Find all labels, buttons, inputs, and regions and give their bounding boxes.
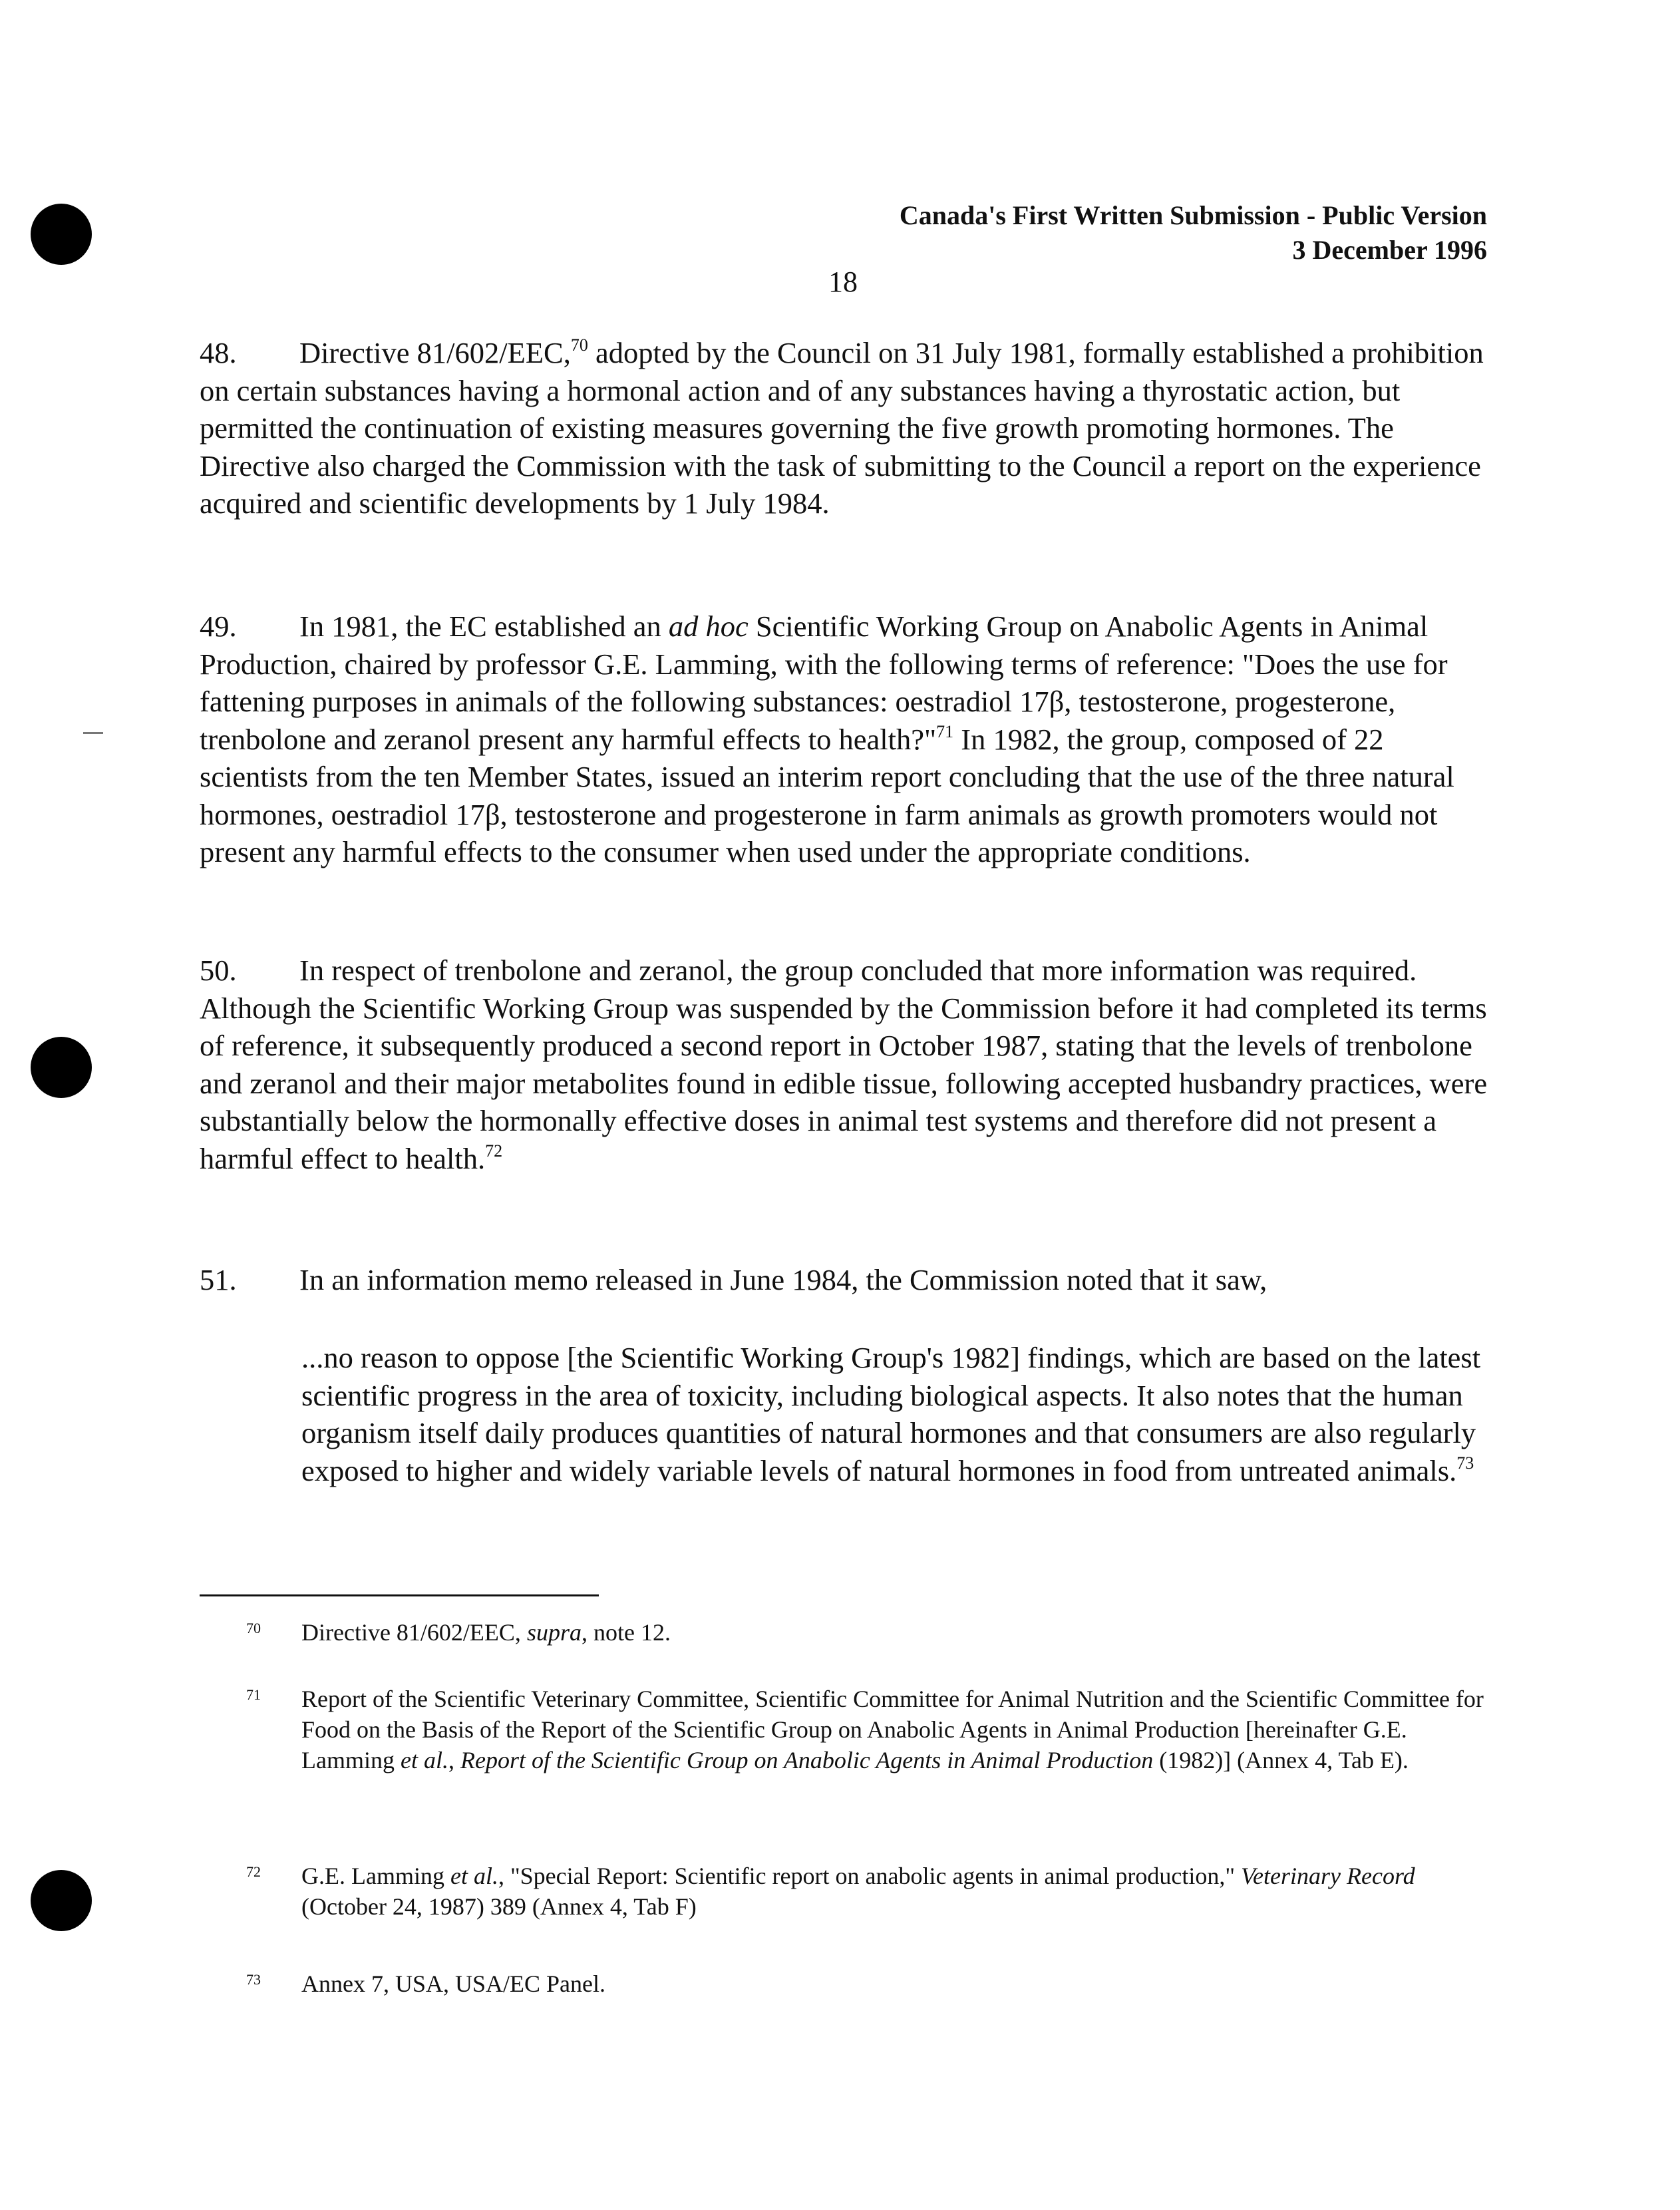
footnote-text: , note 12. xyxy=(581,1619,671,1646)
footnote-70 xyxy=(200,1617,1490,1648)
footnote-ref[interactable]: 72 xyxy=(485,1141,503,1161)
footnote-71 xyxy=(200,1684,1490,1775)
italic-text: Report of the Scientific Group on Anabolic Agents in Animal Production xyxy=(460,1747,1154,1773)
paragraph-number: 51. xyxy=(200,1263,237,1296)
footnote-number: 70 xyxy=(246,1620,261,1636)
paragraph-49 xyxy=(200,608,1497,871)
footnote-text: , "Special Report: Scientific report on anabolic agents in animal production," xyxy=(498,1863,1242,1889)
page-number: 18 xyxy=(828,266,858,298)
paragraph-text: Directive 81/602/EEC, xyxy=(299,336,571,369)
footnote-ref[interactable]: 71 xyxy=(936,721,954,741)
punch-hole-bottom xyxy=(31,1870,92,1931)
paragraph-number: 48. xyxy=(200,336,237,369)
footnote-ref[interactable]: 73 xyxy=(1456,1453,1474,1473)
italic-text: et al. xyxy=(400,1747,448,1773)
quote-text: ...no reason to oppose [the Scientific Working Group's 1982] findings, which are based on the latest scientific progress in the area of toxicity, including biological aspects. It also notes that the human organism itself daily produces quantities of natural hormones and that consumers are also regularly exposed to higher and widely variable levels of natural hormones in food from untreated animals. xyxy=(301,1341,1481,1487)
paragraph-48 xyxy=(200,334,1497,522)
footnote-text: , xyxy=(448,1747,460,1773)
document-header xyxy=(900,198,1487,268)
italic-text: ad hoc xyxy=(668,610,749,643)
footnote-text: (October 24, 1987) 389 (Annex 4, Tab F) xyxy=(301,1893,697,1920)
footnote-73 xyxy=(200,1968,1490,1999)
italic-text: et al. xyxy=(450,1863,498,1889)
footnote-ref[interactable]: 70 xyxy=(570,335,588,355)
paragraph-text: Scientific Working Group on Anabolic Agents in Animal Production, chaired by professor G.E. Lamming, with the following terms of reference: "Does the use for fattening purposes in animals of the following substances: oestradiol 17β, testosterone, progesterone, trenbolone and zeranol present any harmful effects to health?" xyxy=(200,610,1448,756)
footnote-text: G.E. Lamming xyxy=(301,1863,450,1889)
footnote-separator xyxy=(200,1594,599,1596)
paragraph-text: In an information memo released in June 1984, the Commission noted that it saw, xyxy=(299,1263,1267,1296)
paragraph-number: 50. xyxy=(200,954,237,987)
paragraph-number: 49. xyxy=(200,610,237,643)
footnote-number: 71 xyxy=(246,1686,261,1703)
paragraph-text: In 1982, the group, composed of 22 scientists from the ten Member States, issued an interim report concluding that the use of the three natural hormones, oestradiol 17β, testosterone and progesterone in farm animals as growth promoters would not present any harmful effects to the consumer when used under the appropriate conditions. xyxy=(200,722,1454,868)
footnote-number: 73 xyxy=(246,1971,261,1988)
footnote-number: 72 xyxy=(246,1863,261,1880)
paragraph-text: adopted by the Council on 31 July 1981, formally established a prohibition on certain substances having a hormonal action and of any substances having a thyrostatic action, but permitted the continuation of existing measures governing the five growth promoting hormones. The Directive also charged the Commission with the task of submitting to the Council a report on the experience acquired and scientific developments by 1 July 1984. xyxy=(200,336,1484,520)
header-date: 3 December 1996 xyxy=(1292,235,1487,265)
italic-text: supra xyxy=(526,1619,582,1646)
scan-mark xyxy=(83,732,103,734)
paragraph-50 xyxy=(200,952,1497,1177)
footnote-text: Report of the Scientific Veterinary Committee, Scientific Committee for Animal Nutrition and the Scientific Committee for Food on the Basis of the Report of the Scientific Group on Anabolic Agents in Animal Production [hereinafter G.E. Lamming xyxy=(301,1686,1484,1773)
footnote-72 xyxy=(200,1861,1490,1922)
block-quote xyxy=(301,1339,1499,1489)
punch-hole-middle xyxy=(31,1037,92,1098)
paragraph-text: In 1981, the EC established an xyxy=(299,610,669,643)
italic-text: Veterinary Record xyxy=(1241,1863,1415,1889)
footnote-text: Annex 7, USA, USA/EC Panel. xyxy=(301,1970,605,1997)
punch-hole-top xyxy=(31,204,92,265)
footnote-text: Directive 81/602/EEC, xyxy=(301,1619,527,1646)
paragraph-text: In respect of trenbolone and zeranol, the group concluded that more information was required. Although the Scientific Working Group was suspended by the Commission before it had completed its terms of reference, it subsequently produced a second report in October 1987, stating that the levels of trenbolone and zeranol and their major metabolites found in edible tissue, following accepted husbandry practices, were substantially below the hormonally effective doses in animal test systems and therefore did not present a harmful effect to health. xyxy=(200,954,1488,1175)
footnote-text: (1982)] (Annex 4, Tab E). xyxy=(1153,1747,1409,1773)
header-title: Canada's First Written Submission - Public Version xyxy=(899,200,1487,230)
paragraph-51 xyxy=(200,1261,1497,1299)
